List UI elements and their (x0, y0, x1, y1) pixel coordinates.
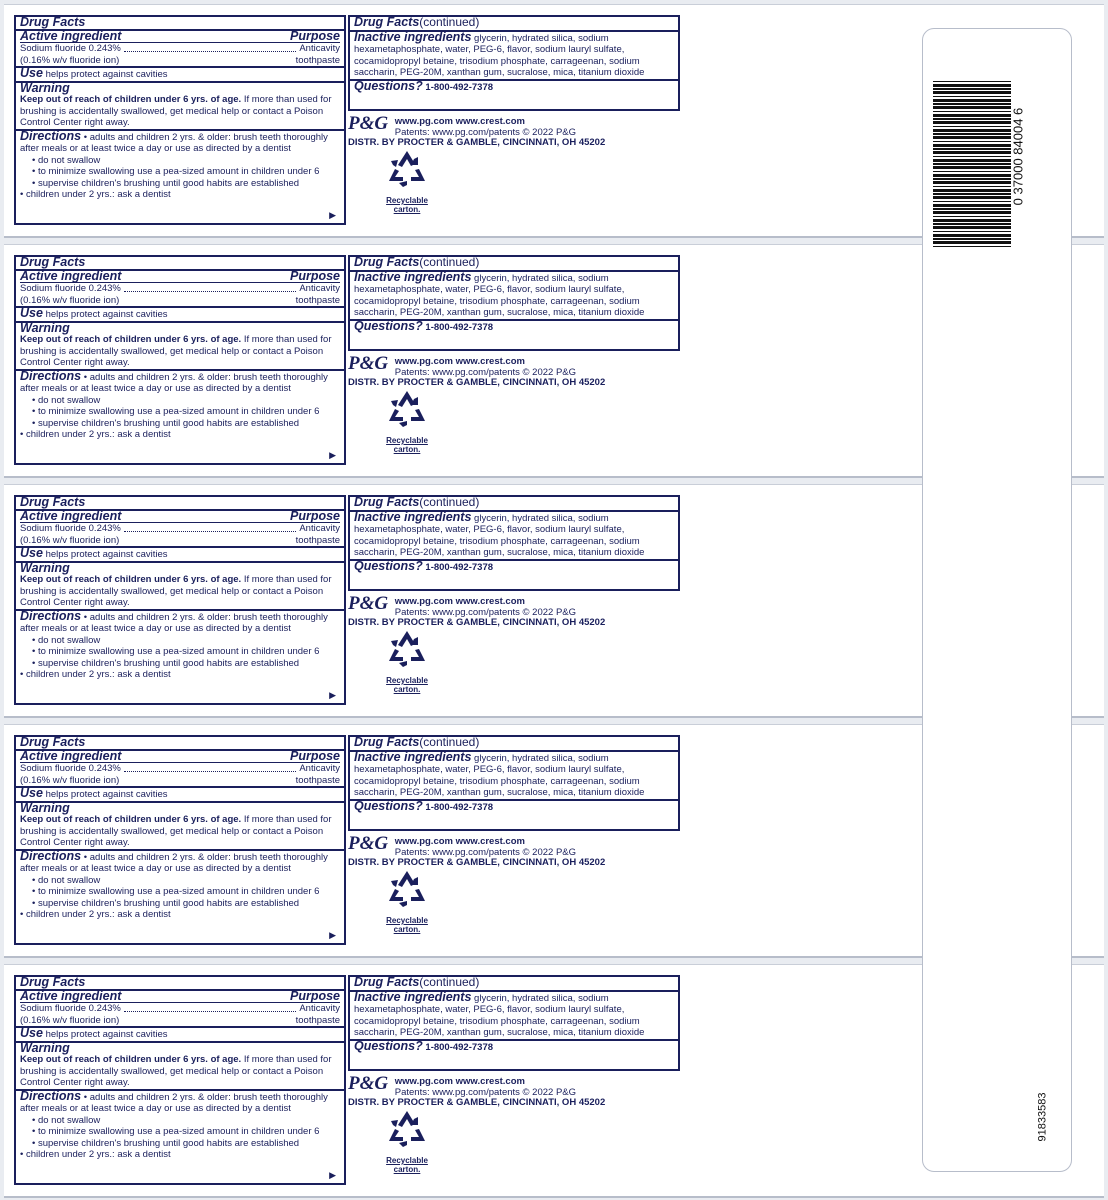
warning-section (16, 1041, 344, 1089)
questions-section (350, 1039, 678, 1054)
barcode-panel (922, 28, 1072, 1172)
pg-logo: P&G (348, 593, 389, 614)
purpose-line1: Anticavity (299, 523, 340, 534)
directions-section (16, 369, 344, 441)
directions-section (16, 609, 344, 681)
use-text: helps protect against cavities (45, 309, 168, 320)
drug-facts-continued-box (348, 975, 680, 1071)
drug-facts-title: Drug Facts (20, 255, 86, 269)
directions-label: Directions (20, 848, 82, 863)
recycle-icon (385, 147, 429, 191)
use-label: Use (20, 1026, 43, 1040)
purpose-line2: toothpaste (295, 534, 340, 546)
ingredient-line1: Sodium fluoride 0.243% (20, 43, 121, 54)
directions-first: • adults and children 2 yrs. & older: brush teeth thoroughly after meals or at least twice a day or use as directed by a dentist (20, 371, 328, 394)
recycle-block (372, 867, 442, 934)
directions-first: • adults and children 2 yrs. & older: brush teeth thoroughly after meals or at least twice a day or use as directed by a dentist (20, 611, 328, 634)
ingredient-line1: Sodium fluoride 0.243% (20, 1003, 121, 1014)
use-label: Use (20, 786, 43, 800)
continued-label: (continued) (419, 975, 480, 989)
direction-item: • do not swallow (20, 155, 340, 167)
continued-title: Drug Facts (354, 495, 420, 509)
inactive-label: Inactive ingredients (354, 509, 472, 524)
pg-info (348, 353, 688, 389)
direction-item: • supervise children's brushing until good habits are established (20, 418, 340, 430)
active-ingredient-label: Active ingredient (20, 508, 122, 523)
pg-info (348, 593, 688, 629)
active-ingredient-section (16, 29, 344, 67)
directions-section (16, 849, 344, 921)
ingredient-line2: (0.16% w/v fluoride ion) (20, 534, 120, 546)
drug-facts-title: Drug Facts (20, 975, 86, 989)
purpose-label: Purpose (289, 268, 340, 283)
inactive-label: Inactive ingredients (354, 29, 472, 44)
websites: www.pg.com www.crest.com (394, 356, 525, 367)
active-ingredient-section (16, 509, 344, 547)
ingredient-line2: (0.16% w/v fluoride ion) (20, 294, 120, 306)
patents: Patents: www.pg.com/patents © 2022 P&G (394, 126, 577, 138)
questions-phone: 1-800-492-7378 (425, 561, 494, 573)
active-ingredient-section (16, 269, 344, 307)
direction-last: • children under 2 yrs.: ask a dentist (20, 909, 340, 921)
questions-phone: 1-800-492-7378 (425, 321, 494, 333)
purpose-label: Purpose (289, 508, 340, 523)
inactive-section (350, 990, 678, 1039)
use-label: Use (20, 66, 43, 80)
use-section (16, 306, 344, 321)
purpose-label: Purpose (289, 28, 340, 43)
direction-item: • supervise children's brushing until good habits are established (20, 1138, 340, 1150)
purpose-line1: Anticavity (299, 43, 340, 54)
recycle-block (372, 387, 442, 454)
drug-facts-box (14, 735, 346, 945)
warning-section (16, 81, 344, 129)
warning-label: Warning (20, 800, 70, 815)
recycle-icon (385, 627, 429, 671)
ingredient-line2: (0.16% w/v fluoride ion) (20, 1014, 120, 1026)
use-text: helps protect against cavities (45, 1029, 168, 1040)
inactive-section (350, 270, 678, 319)
continue-arrow-icon: ▶ (329, 1169, 336, 1180)
direction-item: • supervise children's brushing until good habits are established (20, 898, 340, 910)
pg-info (348, 113, 688, 149)
drug-facts-title: Drug Facts (20, 735, 86, 749)
questions-phone: 1-800-492-7378 (425, 81, 494, 93)
questions-label: Questions? (354, 318, 423, 333)
continue-arrow-icon: ▶ (329, 209, 336, 220)
questions-label: Questions? (354, 78, 423, 93)
purpose-line2: toothpaste (295, 774, 340, 786)
ingredient-line2: (0.16% w/v fluoride ion) (20, 54, 120, 66)
warning-section (16, 561, 344, 609)
directions-section (16, 1089, 344, 1161)
drug-facts-continued-box (348, 495, 680, 591)
direction-item: • to minimize swallowing use a pea-sized amount in children under 6 (20, 166, 340, 178)
barcode-icon (933, 81, 1013, 251)
purpose-line1: Anticavity (299, 1003, 340, 1014)
use-section (16, 786, 344, 801)
inactive-text: glycerin, hydrated silica, sodium hexametaphosphate, water, PEG-6, flavor, sodium lauryl sulfate, cocamidopropyl betaine, trisodium phosphate, carrageenan, sodium saccharin, PEG-20M, xanthan gum, sucralose, mica, titanium dioxide (354, 32, 645, 78)
distributor: DISTR. BY PROCTER & GAMBLE, CINCINNATI, OH 45202 (348, 377, 606, 388)
questions-section (350, 559, 678, 574)
direction-last: • children under 2 yrs.: ask a dentist (20, 669, 340, 681)
recycle-icon (385, 867, 429, 911)
warning-bold: Keep out of reach of children under 6 yrs. of age. (20, 94, 242, 105)
websites: www.pg.com www.crest.com (394, 596, 525, 607)
recyclable-label: Recyclable carton. (386, 916, 428, 934)
warning-section (16, 801, 344, 849)
warning-bold: Keep out of reach of children under 6 yrs. of age. (20, 574, 242, 585)
directions-label: Directions (20, 1088, 82, 1103)
patents: Patents: www.pg.com/patents © 2022 P&G (394, 846, 577, 858)
ingredient-line1: Sodium fluoride 0.243% (20, 523, 121, 534)
use-section (16, 1026, 344, 1041)
drug-facts-box (14, 255, 346, 465)
direction-item: • do not swallow (20, 875, 340, 887)
patents: Patents: www.pg.com/patents © 2022 P&G (394, 366, 577, 378)
continued-label: (continued) (419, 15, 480, 29)
direction-item: • to minimize swallowing use a pea-sized amount in children under 6 (20, 646, 340, 658)
direction-last: • children under 2 yrs.: ask a dentist (20, 189, 340, 201)
continue-arrow-icon: ▶ (329, 689, 336, 700)
patents: Patents: www.pg.com/patents © 2022 P&G (394, 1086, 577, 1098)
inactive-label: Inactive ingredients (354, 749, 472, 764)
websites: www.pg.com www.crest.com (394, 116, 525, 127)
continued-title: Drug Facts (354, 975, 420, 989)
ingredient-line1: Sodium fluoride 0.243% (20, 283, 121, 294)
use-label: Use (20, 546, 43, 560)
directions-label: Directions (20, 608, 82, 623)
direction-item: • supervise children's brushing until good habits are established (20, 658, 340, 670)
warning-text: If more than used for brushing is accidentally swallowed, get medical help or contact a Poison Control Center right away. (20, 1054, 332, 1088)
purpose-line1: Anticavity (299, 283, 340, 294)
inactive-text: glycerin, hydrated silica, sodium hexametaphosphate, water, PEG-6, flavor, sodium lauryl sulfate, cocamidopropyl betaine, trisodium phosphate, carrageenan, sodium saccharin, PEG-20M, xanthan gum, sucralose, mica, titanium dioxide (354, 752, 645, 798)
warning-label: Warning (20, 560, 70, 575)
ingredient-line1: Sodium fluoride 0.243% (20, 763, 121, 774)
websites: www.pg.com www.crest.com (394, 1076, 525, 1087)
warning-bold: Keep out of reach of children under 6 yrs. of age. (20, 334, 242, 345)
inactive-text: glycerin, hydrated silica, sodium hexametaphosphate, water, PEG-6, flavor, sodium lauryl sulfate, cocamidopropyl betaine, trisodium phosphate, carrageenan, sodium saccharin, PEG-20M, xanthan gum, sucralose, mica, titanium dioxide (354, 272, 645, 318)
recycle-icon (385, 387, 429, 431)
warning-label: Warning (20, 320, 70, 335)
inactive-section (350, 30, 678, 79)
inactive-section (350, 750, 678, 799)
active-ingredient-section (16, 989, 344, 1027)
warning-label: Warning (20, 1040, 70, 1055)
active-ingredient-label: Active ingredient (20, 28, 122, 43)
drug-facts-box (14, 975, 346, 1185)
websites: www.pg.com www.crest.com (394, 836, 525, 847)
recyclable-label: Recyclable carton. (386, 1156, 428, 1174)
warning-text: If more than used for brushing is accidentally swallowed, get medical help or contact a Poison Control Center right away. (20, 334, 332, 368)
use-section (16, 66, 344, 81)
drug-facts-title: Drug Facts (20, 15, 86, 29)
pg-info (348, 833, 688, 869)
purpose-label: Purpose (289, 988, 340, 1003)
distributor: DISTR. BY PROCTER & GAMBLE, CINCINNATI, OH 45202 (348, 137, 606, 148)
product-code: 91833583 (1036, 1092, 1049, 1142)
active-ingredient-label: Active ingredient (20, 268, 122, 283)
continue-arrow-icon: ▶ (329, 929, 336, 940)
warning-bold: Keep out of reach of children under 6 yrs. of age. (20, 814, 242, 825)
recycle-icon (385, 1107, 429, 1151)
recyclable-label: Recyclable carton. (386, 196, 428, 214)
questions-label: Questions? (354, 558, 423, 573)
directions-first: • adults and children 2 yrs. & older: brush teeth thoroughly after meals or at least twice a day or use as directed by a dentist (20, 851, 328, 874)
questions-label: Questions? (354, 798, 423, 813)
active-ingredient-section (16, 749, 344, 787)
inactive-text: glycerin, hydrated silica, sodium hexametaphosphate, water, PEG-6, flavor, sodium lauryl sulfate, cocamidopropyl betaine, trisodium phosphate, carrageenan, sodium saccharin, PEG-20M, xanthan gum, sucralose, mica, titanium dioxide (354, 992, 645, 1038)
directions-section (16, 129, 344, 201)
purpose-line2: toothpaste (295, 1014, 340, 1026)
pg-logo: P&G (348, 353, 389, 374)
use-label: Use (20, 306, 43, 320)
questions-label: Questions? (354, 1038, 423, 1053)
continued-label: (continued) (419, 255, 480, 269)
inactive-label: Inactive ingredients (354, 989, 472, 1004)
continued-label: (continued) (419, 495, 480, 509)
drug-facts-box (14, 495, 346, 705)
direction-item: • to minimize swallowing use a pea-sized amount in children under 6 (20, 1126, 340, 1138)
purpose-line2: toothpaste (295, 54, 340, 66)
direction-item: • supervise children's brushing until good habits are established (20, 178, 340, 190)
drug-facts-continued-box (348, 735, 680, 831)
drug-facts-continued-box (348, 15, 680, 111)
direction-item: • to minimize swallowing use a pea-sized amount in children under 6 (20, 886, 340, 898)
inactive-label: Inactive ingredients (354, 269, 472, 284)
warning-section (16, 321, 344, 369)
warning-text: If more than used for brushing is accidentally swallowed, get medical help or contact a Poison Control Center right away. (20, 94, 332, 128)
directions-label: Directions (20, 128, 82, 143)
use-text: helps protect against cavities (45, 789, 168, 800)
warning-text: If more than used for brushing is accidentally swallowed, get medical help or contact a Poison Control Center right away. (20, 574, 332, 608)
recyclable-label: Recyclable carton. (386, 436, 428, 454)
recycle-block (372, 1107, 442, 1174)
purpose-line2: toothpaste (295, 294, 340, 306)
direction-item: • do not swallow (20, 395, 340, 407)
warning-bold: Keep out of reach of children under 6 yrs. of age. (20, 1054, 242, 1065)
use-text: helps protect against cavities (45, 69, 168, 80)
questions-section (350, 319, 678, 334)
ingredient-line2: (0.16% w/v fluoride ion) (20, 774, 120, 786)
warning-text: If more than used for brushing is accidentally swallowed, get medical help or contact a Poison Control Center right away. (20, 814, 332, 848)
direction-item: • do not swallow (20, 1115, 340, 1127)
active-ingredient-label: Active ingredient (20, 748, 122, 763)
questions-section (350, 79, 678, 94)
purpose-label: Purpose (289, 748, 340, 763)
inactive-text: glycerin, hydrated silica, sodium hexametaphosphate, water, PEG-6, flavor, sodium lauryl sulfate, cocamidopropyl betaine, trisodium phosphate, carrageenan, sodium saccharin, PEG-20M, xanthan gum, sucralose, mica, titanium dioxide (354, 512, 645, 558)
pg-logo: P&G (348, 1073, 389, 1094)
drug-facts-title: Drug Facts (20, 495, 86, 509)
continued-title: Drug Facts (354, 255, 420, 269)
warning-label: Warning (20, 80, 70, 95)
questions-section (350, 799, 678, 814)
continued-label: (continued) (419, 735, 480, 749)
active-ingredient-label: Active ingredient (20, 988, 122, 1003)
questions-phone: 1-800-492-7378 (425, 801, 494, 813)
inactive-section (350, 510, 678, 559)
directions-first: • adults and children 2 yrs. & older: brush teeth thoroughly after meals or at least twice a day or use as directed by a dentist (20, 1091, 328, 1114)
continued-title: Drug Facts (354, 15, 420, 29)
recycle-block (372, 147, 442, 214)
direction-item: • to minimize swallowing use a pea-sized amount in children under 6 (20, 406, 340, 418)
drug-facts-continued-box (348, 255, 680, 351)
directions-first: • adults and children 2 yrs. & older: brush teeth thoroughly after meals or at least twice a day or use as directed by a dentist (20, 131, 328, 154)
questions-phone: 1-800-492-7378 (425, 1041, 494, 1053)
distributor: DISTR. BY PROCTER & GAMBLE, CINCINNATI, OH 45202 (348, 617, 606, 628)
drug-facts-box (14, 15, 346, 225)
continue-arrow-icon: ▶ (329, 449, 336, 460)
pg-logo: P&G (348, 833, 389, 854)
directions-label: Directions (20, 368, 82, 383)
direction-last: • children under 2 yrs.: ask a dentist (20, 1149, 340, 1161)
purpose-line1: Anticavity (299, 763, 340, 774)
continued-title: Drug Facts (354, 735, 420, 749)
direction-item: • do not swallow (20, 635, 340, 647)
recycle-block (372, 627, 442, 694)
use-section (16, 546, 344, 561)
use-text: helps protect against cavities (45, 549, 168, 560)
patents: Patents: www.pg.com/patents © 2022 P&G (394, 606, 577, 618)
distributor: DISTR. BY PROCTER & GAMBLE, CINCINNATI, OH 45202 (348, 857, 606, 868)
recyclable-label: Recyclable carton. (386, 676, 428, 694)
distributor: DISTR. BY PROCTER & GAMBLE, CINCINNATI, OH 45202 (348, 1097, 606, 1108)
pg-info (348, 1073, 688, 1109)
barcode-digits: 0 37000 84004 6 (1010, 107, 1026, 206)
pg-logo: P&G (348, 113, 389, 134)
direction-last: • children under 2 yrs.: ask a dentist (20, 429, 340, 441)
